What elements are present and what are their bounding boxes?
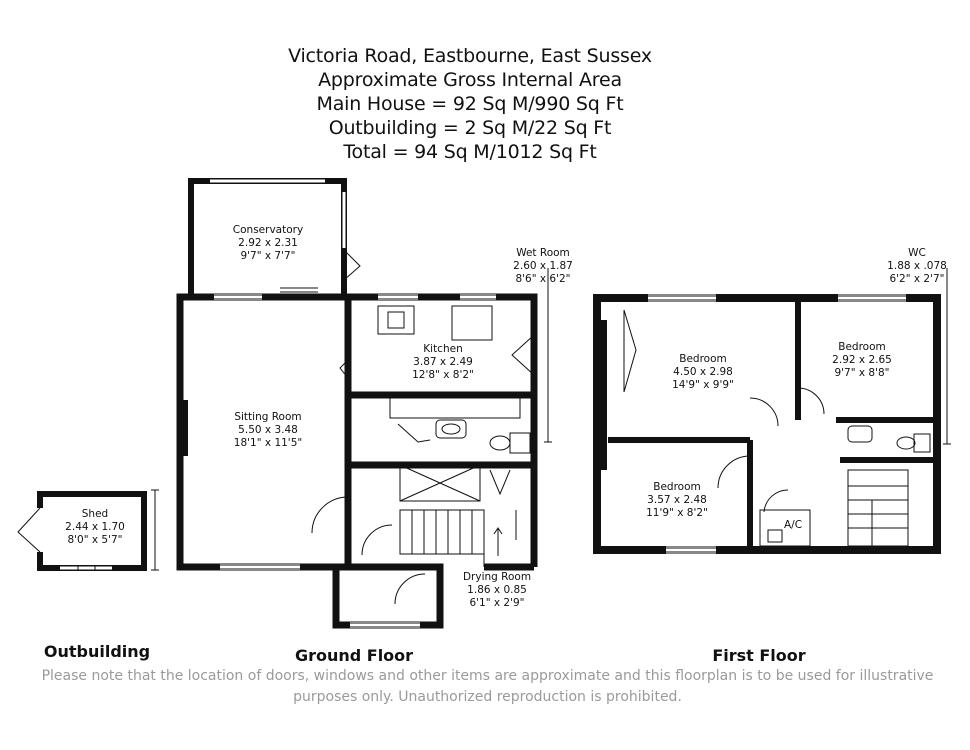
kitchen-imperial: 12'8" x 8'2" [412, 369, 474, 381]
outbuilding-area: Outbuilding = 2 Sq M/22 Sq Ft [328, 117, 612, 139]
disclaimer-line-2: purposes only. Unauthorized reproduction is prohibited. [293, 689, 682, 705]
drying-room-imperial: 6'1" x 2'9" [469, 597, 525, 609]
disclaimer-note [20, 666, 955, 708]
outbuilding-floor-label: Outbuilding [43, 642, 151, 661]
sitting-room-name: Sitting Room [234, 411, 302, 423]
ac-label: A/C [783, 519, 803, 531]
disclaimer-line-1: Please note that the location of doors, windows and other items are approximate and this floorplan is to be used for illustrative [41, 668, 934, 684]
address-title: Victoria Road, Eastbourne, East Sussex [288, 45, 652, 67]
conservatory-metric: 2.92 x 2.31 [238, 237, 298, 249]
bedroom-2-metric: 2.92 x 2.65 [832, 354, 892, 366]
conservatory-imperial: 9'7" x 7'7" [240, 250, 296, 262]
area-subtitle: Approximate Gross Internal Area [318, 69, 622, 91]
shed-imperial: 8'0" x 5'7" [67, 534, 123, 546]
wc-name: WC [908, 247, 926, 259]
bedroom-1-metric: 4.50 x 2.98 [673, 366, 733, 378]
total-area: Total = 94 Sq M/1012 Sq Ft [343, 141, 597, 163]
wc-metric: 1.88 x .078 [887, 260, 947, 272]
ground-floor-plan [180, 179, 552, 627]
bedroom-3-imperial: 11'9" x 8'2" [646, 507, 708, 519]
drying-room-metric: 1.86 x 0.85 [467, 584, 527, 596]
bedroom-3-metric: 3.57 x 2.48 [647, 494, 707, 506]
wc-imperial: 6'2" x 2'7" [889, 273, 945, 285]
wet-room-name: Wet Room [516, 247, 570, 259]
bedroom-2-imperial: 9'7" x 8'8" [834, 367, 890, 379]
bedroom-1-imperial: 14'9" x 9'9" [672, 379, 734, 391]
kitchen-metric: 3.87 x 2.49 [413, 356, 473, 368]
first-floor-label: First Floor [712, 646, 806, 665]
ground-floor-label: Ground Floor [294, 646, 414, 665]
shed-name: Shed [81, 508, 109, 520]
bedroom-2-name: Bedroom [838, 341, 886, 353]
bedroom-1-name: Bedroom [679, 353, 727, 365]
wet-room-metric: 2.60 x 1.87 [513, 260, 573, 272]
conservatory-name: Conservatory [232, 224, 304, 236]
bedroom-3-name: Bedroom [653, 481, 701, 493]
sitting-room-imperial: 18'1" x 11'5" [233, 437, 303, 449]
drying-room-name: Drying Room [462, 571, 532, 583]
shed-metric: 2.44 x 1.70 [65, 521, 125, 533]
main-house-area: Main House = 92 Sq M/990 Sq Ft [316, 93, 624, 115]
kitchen-name: Kitchen [423, 343, 463, 355]
wet-room-imperial: 8'6" x 6'2" [515, 273, 571, 285]
sitting-room-metric: 5.50 x 3.48 [238, 424, 298, 436]
